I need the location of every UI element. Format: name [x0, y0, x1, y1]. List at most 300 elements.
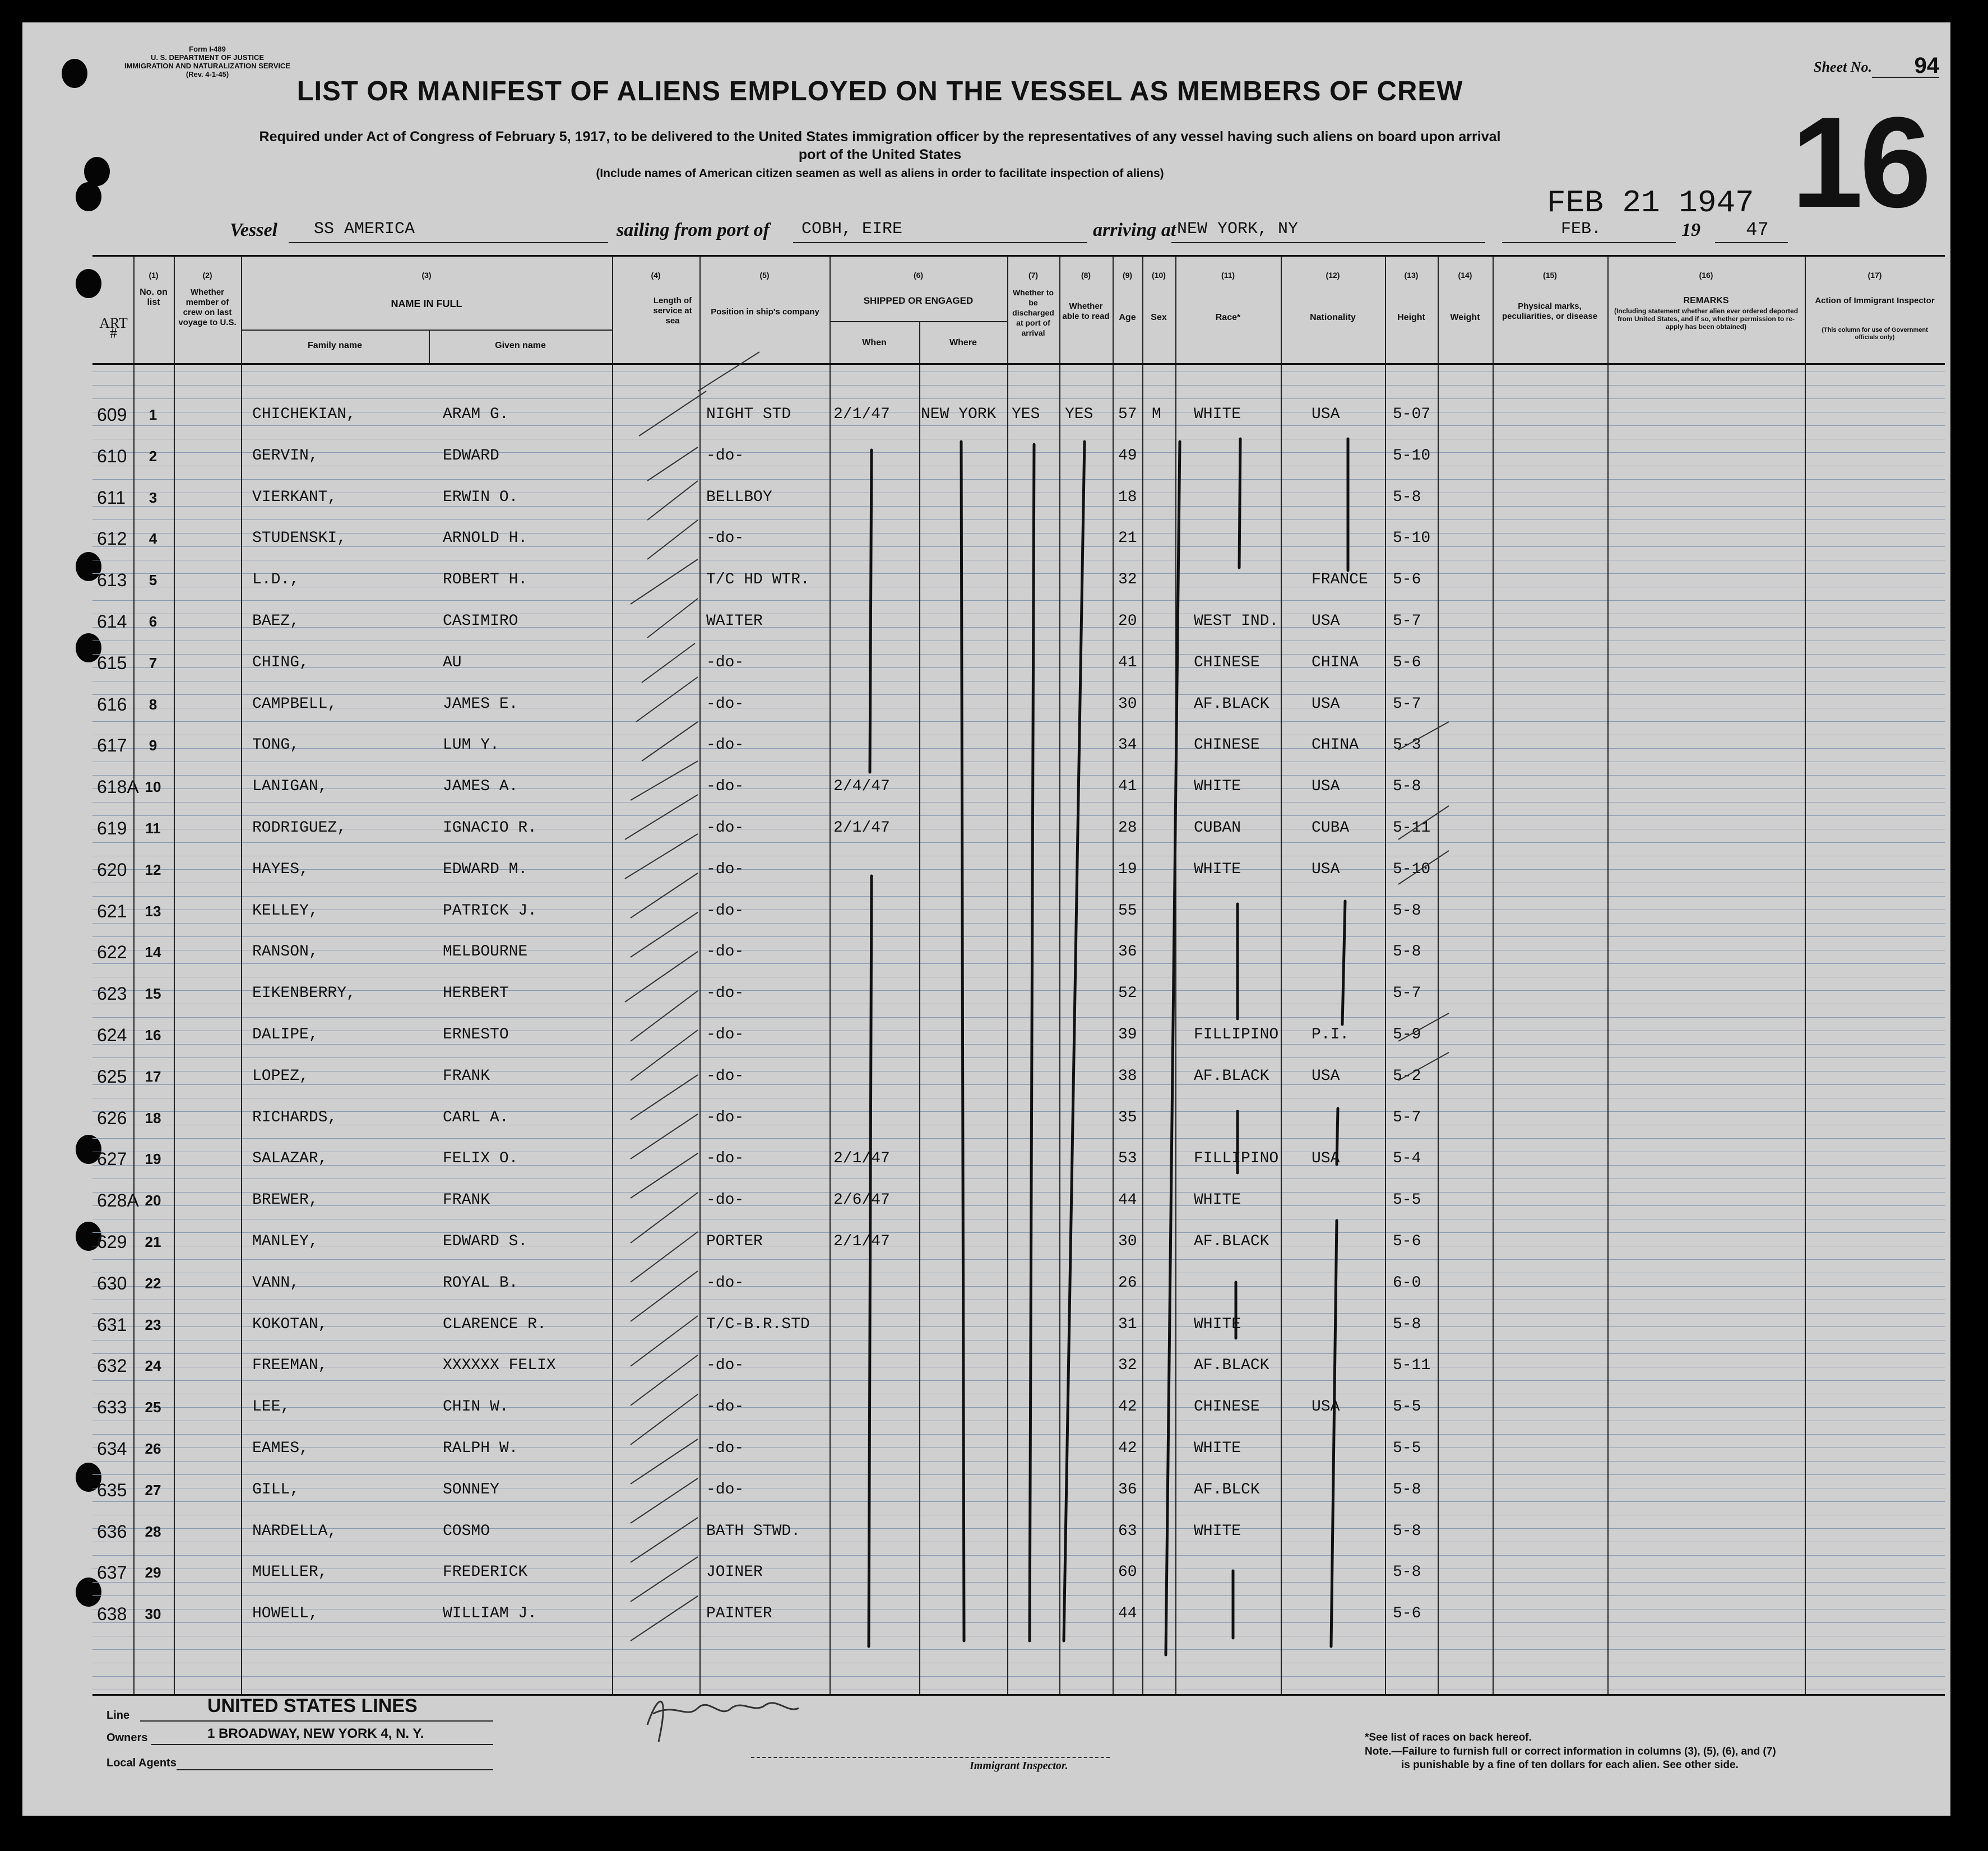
nationality: USA — [1312, 778, 1340, 795]
row-number: 23 — [145, 1316, 161, 1333]
col-discharged: Whether to be discharged at port of arrival — [1012, 288, 1054, 337]
given-name: FREDERICK — [443, 1564, 528, 1581]
given-name: FRANK — [443, 1191, 490, 1209]
given-name: PATRICK J. — [443, 902, 537, 920]
art: 617 — [97, 735, 127, 755]
large-page-number: 16 — [1791, 90, 1928, 234]
race: WHITE — [1194, 861, 1241, 878]
row-number: 11 — [145, 820, 161, 837]
position: -do- — [706, 1150, 744, 1167]
row-number: 8 — [149, 696, 157, 713]
underline — [289, 242, 608, 243]
family-name: RICHARDS, — [252, 1109, 337, 1126]
row-number: 5 — [149, 572, 157, 588]
height: 5-8 — [1393, 1564, 1421, 1581]
art: 631 — [97, 1315, 127, 1335]
row-number: 28 — [145, 1523, 161, 1540]
family-name: LOPEZ, — [252, 1068, 309, 1085]
height: 5-7 — [1393, 613, 1421, 630]
col-where: Where — [949, 338, 977, 347]
given-name: CARL A. — [443, 1109, 509, 1126]
row-number: 15 — [145, 985, 161, 1002]
underline — [151, 1744, 493, 1745]
punch-hole — [76, 182, 101, 211]
position: WAITER — [706, 613, 763, 630]
row-number: 14 — [145, 944, 161, 961]
row-number: 1 — [149, 406, 157, 423]
given-name: JAMES A. — [443, 778, 518, 795]
position: T/C HD WTR. — [706, 571, 810, 588]
art: 625 — [97, 1066, 127, 1087]
age: 52 — [1118, 985, 1137, 1002]
given-name: IGNACIO R. — [443, 819, 537, 837]
nationality: USA — [1312, 861, 1340, 878]
position: -do- — [706, 1026, 744, 1043]
col-sex: Sex — [1151, 313, 1167, 322]
year-prefix: 19 — [1681, 220, 1700, 240]
family-name: NARDELLA, — [252, 1523, 337, 1540]
height: 5-8 — [1393, 778, 1421, 795]
position: -do- — [706, 654, 744, 671]
subtitle-requirement: Required under Act of Congress of February 5, 1917, to be delivered to the United States immigration officer by the representatives of any vessel having such aliens on board upon arrival — [259, 129, 1501, 145]
age: 39 — [1118, 1026, 1137, 1043]
height: 5-07 — [1393, 406, 1431, 423]
col-number: (11) — [1221, 271, 1235, 280]
race: WHITE — [1194, 1523, 1241, 1540]
family-name: STUDENSKI, — [252, 530, 347, 547]
position: -do- — [706, 1274, 744, 1292]
height: 5-6 — [1393, 654, 1421, 671]
age: 53 — [1118, 1150, 1137, 1167]
page-title: LIST OR MANIFEST OF ALIENS EMPLOYED ON THE VESSEL AS MEMBERS OF CREW — [296, 76, 1463, 106]
family-name: RANSON, — [252, 943, 318, 961]
position: -do- — [706, 1191, 744, 1209]
row-number: 18 — [145, 1110, 161, 1126]
age: 63 — [1118, 1523, 1137, 1540]
height: 5-3 — [1393, 736, 1421, 754]
subtitle-instruction: (Include names of American citizen seamen as well as aliens in order to facilitate inspection of aliens) — [596, 167, 1164, 180]
position: -do- — [706, 819, 744, 837]
owners-label: Owners — [106, 1732, 148, 1744]
col-number: (13) — [1404, 271, 1419, 280]
arrival-year: 47 — [1746, 220, 1769, 241]
col-number: (7) — [1028, 271, 1039, 280]
height: 5-7 — [1393, 695, 1421, 713]
local-agents-label: Local Agents — [106, 1757, 177, 1769]
inspector-label: Immigrant Inspector. — [970, 1760, 1068, 1772]
row-number: 26 — [145, 1440, 161, 1457]
col-inspector-note: (This column for use of Government officials only) — [1822, 327, 1928, 341]
position: -do- — [706, 736, 744, 754]
sheet-number: 94 — [1914, 53, 1939, 78]
given-name: EDWARD S. — [443, 1233, 528, 1250]
given-name: AU — [443, 654, 462, 671]
col-number: (16) — [1699, 271, 1713, 280]
age: 34 — [1118, 736, 1137, 754]
art: 615 — [97, 653, 127, 673]
sailing-label: sailing from port of — [617, 220, 770, 240]
col-shipped-engaged: SHIPPED OR ENGAGED — [863, 295, 974, 306]
arrival-month: FEB. — [1561, 220, 1602, 239]
underline — [1502, 242, 1676, 243]
age: 31 — [1118, 1316, 1137, 1333]
height: 5-6 — [1393, 571, 1421, 588]
position: -do- — [706, 530, 744, 547]
art: 618A — [97, 777, 139, 797]
age: 41 — [1118, 778, 1137, 795]
col-number: (15) — [1543, 271, 1557, 280]
age: 30 — [1118, 695, 1137, 713]
nationality: CHINA — [1312, 654, 1359, 671]
height: 5-10 — [1393, 447, 1431, 465]
position: -do- — [706, 902, 744, 920]
sheet-number-label: Sheet No. — [1814, 59, 1872, 75]
nationality: USA — [1312, 1398, 1340, 1416]
col-number: (12) — [1326, 271, 1340, 280]
form-number: Form I-489 — [189, 45, 226, 53]
art: 627 — [97, 1149, 127, 1169]
col-physical-marks: Physical marks, peculiarities, or disease — [1502, 301, 1598, 321]
family-name: BREWER, — [252, 1191, 318, 1209]
line-label: Line — [106, 1709, 130, 1722]
height: 5-7 — [1393, 985, 1421, 1002]
height: 5-5 — [1393, 1440, 1421, 1457]
family-name: KELLEY, — [252, 902, 318, 920]
height: 5-8 — [1393, 902, 1421, 920]
race: CHINESE — [1194, 736, 1260, 754]
nationality: USA — [1312, 1068, 1340, 1085]
underline — [1171, 242, 1485, 243]
received-date-stamp: FEB 21 1947 — [1547, 185, 1754, 221]
shipped-when: 2/1/47 — [833, 1150, 890, 1167]
col-length-of-service: Length of service at sea — [653, 296, 692, 326]
age: 32 — [1118, 1357, 1137, 1374]
position: BELLBOY — [706, 489, 772, 506]
family-name: RODRIGUEZ, — [252, 819, 347, 837]
height: 5-10 — [1393, 530, 1431, 547]
position: -do- — [706, 1068, 744, 1085]
nationality: USA — [1312, 406, 1340, 423]
family-name: DALIPE, — [252, 1026, 318, 1043]
revision: (Rev. 4-1-45) — [186, 70, 229, 78]
position: NIGHT STD — [706, 406, 791, 423]
shipped-when: 2/4/47 — [833, 778, 890, 795]
art: 613 — [97, 570, 127, 590]
given-name: WILLIAM J. — [443, 1605, 537, 1622]
col-race: Race* — [1215, 313, 1241, 322]
art: 611 — [97, 488, 126, 508]
art: 610 — [97, 446, 127, 466]
owners-value: 1 BROADWAY, NEW YORK 4, N. Y. — [207, 1726, 424, 1741]
able-to-read: YES — [1065, 406, 1093, 423]
given-name: JAMES E. — [443, 695, 518, 713]
shipped-where: NEW YORK — [921, 406, 997, 423]
line-value: UNITED STATES LINES — [207, 1695, 418, 1717]
position: JOINER — [706, 1564, 763, 1581]
shipped-when: 2/1/47 — [833, 819, 890, 837]
inspector-signature-line — [751, 1757, 1110, 1758]
row-number: 19 — [145, 1151, 161, 1167]
given-name: ARAM G. — [443, 406, 509, 423]
given-name: COSMO — [443, 1523, 490, 1540]
col-position: Position in ship's company — [711, 307, 819, 317]
age: 42 — [1118, 1398, 1137, 1416]
race: FILLIPINO — [1194, 1150, 1279, 1167]
fine-note-1: Note.—Failure to furnish full or correct information in columns (3), (5), (6), and (7) — [1365, 1746, 1776, 1757]
inspector-signature — [647, 1701, 799, 1742]
race: CUBAN — [1194, 819, 1241, 837]
sailing-port: COBH, EIRE — [801, 220, 903, 239]
row-number: 16 — [145, 1027, 161, 1043]
col-number: (14) — [1458, 271, 1472, 280]
position: -do- — [706, 1109, 744, 1126]
arriving-port: NEW YORK, NY — [1177, 220, 1299, 239]
row-number: 17 — [145, 1068, 161, 1085]
age: 60 — [1118, 1564, 1137, 1581]
given-name: ROYAL B. — [443, 1274, 518, 1292]
family-name: L.D., — [252, 571, 300, 588]
age: 38 — [1118, 1068, 1137, 1085]
given-name: ROBERT H. — [443, 571, 528, 588]
row-number: 21 — [145, 1233, 161, 1250]
col-last-voyage: Whether member of crew on last voyage to U.S. — [178, 287, 237, 327]
height: 5-6 — [1393, 1233, 1421, 1250]
height: 5-8 — [1393, 489, 1421, 506]
col-inspector-action: Action of Immigrant Inspector — [1815, 296, 1935, 305]
col-able-to-read: Whether able to read — [1062, 301, 1110, 321]
race: WHITE — [1194, 778, 1241, 795]
age: 57 — [1118, 406, 1137, 423]
race: WHITE — [1194, 1191, 1241, 1209]
height: 5-8 — [1393, 943, 1421, 961]
art: 609 — [97, 405, 127, 425]
family-name: HAYES, — [252, 861, 309, 878]
sex: M — [1152, 406, 1161, 423]
race: FILLIPINO — [1194, 1026, 1279, 1043]
art: 628A — [97, 1190, 139, 1210]
race: AF.BLCK — [1194, 1481, 1260, 1499]
family-name: CAMPBELL, — [252, 695, 337, 713]
art: 621 — [97, 901, 127, 921]
position: PORTER — [706, 1233, 763, 1250]
row-number: 12 — [145, 861, 161, 878]
family-name: EAMES, — [252, 1440, 309, 1457]
races-note: *See list of races on back hereof. — [1365, 1732, 1532, 1743]
age: 21 — [1118, 530, 1137, 547]
art: 614 — [97, 611, 127, 632]
height: 5-10 — [1393, 861, 1431, 878]
row-number: 6 — [149, 613, 157, 630]
age: 32 — [1118, 571, 1137, 588]
art: 616 — [97, 694, 127, 715]
height: 5-11 — [1393, 1357, 1431, 1374]
given-name: EDWARD M. — [443, 861, 528, 878]
row-number: 9 — [149, 737, 157, 754]
shipped-when: 2/6/47 — [833, 1191, 890, 1209]
given-name: HERBERT — [443, 985, 509, 1002]
race: WHITE — [1194, 406, 1241, 423]
family-name: MUELLER, — [252, 1564, 328, 1581]
position: -do- — [706, 695, 744, 713]
height: 5-7 — [1393, 1109, 1421, 1126]
col-height: Height — [1397, 313, 1425, 322]
col-number: (4) — [651, 271, 661, 280]
family-name: EIKENBERRY, — [252, 985, 356, 1002]
given-name: LUM Y. — [443, 736, 499, 754]
col-number: (3) — [421, 271, 432, 280]
given-name: FELIX O. — [443, 1150, 518, 1167]
shipped-when: 2/1/47 — [833, 1233, 890, 1250]
nationality: USA — [1312, 695, 1340, 713]
col-number: (1) — [149, 271, 159, 280]
crew-table — [92, 255, 1945, 1696]
height: 5-8 — [1393, 1316, 1421, 1333]
col-remarks-note: (Including statement whether alien ever ordered deported from United States, and if so, whether permission to re-apply has been obtained) — [1614, 307, 1799, 331]
row-number: 13 — [145, 903, 161, 920]
row-number: 29 — [145, 1564, 161, 1581]
age: 41 — [1118, 654, 1137, 671]
row-number: 25 — [145, 1399, 161, 1416]
row-number: 27 — [145, 1482, 161, 1499]
art: 635 — [97, 1480, 127, 1500]
given-name: ERWIN O. — [443, 489, 518, 506]
family-name: KOKOTAN, — [252, 1316, 328, 1333]
row-number: 22 — [145, 1275, 161, 1292]
family-name: BAEZ, — [252, 613, 300, 630]
form-info — [118, 45, 297, 78]
col-when: When — [862, 338, 887, 347]
col-number: (8) — [1081, 271, 1091, 280]
art-header: ART # — [99, 315, 128, 341]
row-number: 24 — [145, 1357, 161, 1374]
underline — [140, 1720, 493, 1722]
age: 30 — [1118, 1233, 1137, 1250]
position: -do- — [706, 447, 744, 465]
race: WEST IND. — [1194, 613, 1279, 630]
row-number: 4 — [149, 530, 157, 547]
col-number: (2) — [202, 271, 212, 280]
given-name: SONNEY — [443, 1481, 499, 1499]
given-name: CASIMIRO — [443, 613, 518, 630]
position: -do- — [706, 1357, 744, 1374]
col-number: (6) — [913, 271, 924, 280]
ditto-marks — [92, 257, 1945, 1694]
col-no-on-list: No. on list — [140, 287, 168, 307]
family-name: LEE, — [252, 1398, 290, 1416]
family-name: VIERKANT, — [252, 489, 337, 506]
position: -do- — [706, 861, 744, 878]
position: -do- — [706, 1481, 744, 1499]
vessel-label: Vessel — [230, 220, 277, 240]
art: 620 — [97, 860, 127, 880]
race: AF.BLACK — [1194, 695, 1269, 713]
height: 5-2 — [1393, 1068, 1421, 1085]
col-number: (10) — [1152, 271, 1166, 280]
family-name: CHING, — [252, 654, 309, 671]
col-nationality: Nationality — [1310, 313, 1356, 322]
col-given-name: Given name — [495, 341, 546, 350]
family-name: LANIGAN, — [252, 778, 328, 795]
art: 612 — [97, 528, 127, 549]
service: IMMIGRATION AND NATURALIZATION SERVICE — [124, 62, 291, 70]
age: 35 — [1118, 1109, 1137, 1126]
family-name: FREEMAN, — [252, 1357, 328, 1374]
col-family-name: Family name — [308, 341, 362, 350]
race: WHITE — [1194, 1316, 1241, 1333]
underline — [177, 1769, 493, 1770]
age: 18 — [1118, 489, 1137, 506]
family-name: GERVIN, — [252, 447, 318, 465]
given-name: FRANK — [443, 1068, 490, 1085]
col-weight: Weight — [1450, 313, 1480, 322]
family-name: SALAZAR, — [252, 1150, 328, 1167]
age: 42 — [1118, 1440, 1137, 1457]
position: -do- — [706, 943, 744, 961]
row-number: 10 — [145, 778, 161, 795]
age: 44 — [1118, 1605, 1137, 1622]
height: 5-5 — [1393, 1191, 1421, 1209]
col-number: (5) — [759, 271, 770, 280]
given-name: ERNESTO — [443, 1026, 509, 1043]
underline — [1715, 242, 1788, 243]
given-name: CHIN W. — [443, 1398, 509, 1416]
age: 26 — [1118, 1274, 1137, 1292]
nationality: FRANCE — [1312, 571, 1368, 588]
art: 624 — [97, 1025, 127, 1045]
height: 5-8 — [1393, 1523, 1421, 1540]
vessel-name: SS AMERICA — [314, 220, 415, 239]
fine-note-2: is punishable by a fine of ten dollars for each alien. See other side. — [1401, 1759, 1739, 1771]
nationality: USA — [1312, 1150, 1340, 1167]
family-name: HOWELL, — [252, 1605, 318, 1622]
height: 5-5 — [1393, 1398, 1421, 1416]
art: 619 — [97, 818, 127, 838]
height: 6-0 — [1393, 1274, 1421, 1292]
age: 44 — [1118, 1191, 1137, 1209]
underline — [793, 242, 1087, 243]
art: 636 — [97, 1521, 127, 1542]
art: 632 — [97, 1356, 127, 1376]
age: 19 — [1118, 861, 1137, 878]
race: CHINESE — [1194, 654, 1260, 671]
race: CHINESE — [1194, 1398, 1260, 1416]
height: 5-11 — [1393, 819, 1431, 837]
manifest-sheet — [22, 22, 1950, 1816]
given-name: XXXXXX FELIX — [443, 1357, 556, 1374]
subtitle-port: port of the United States — [798, 147, 962, 163]
given-name: EDWARD — [443, 447, 499, 465]
col-number: (17) — [1867, 271, 1882, 280]
age: 28 — [1118, 819, 1137, 837]
art: 630 — [97, 1273, 127, 1293]
row-number: 30 — [145, 1606, 161, 1622]
given-name: CLARENCE R. — [443, 1316, 546, 1333]
nationality: CUBA — [1312, 819, 1350, 837]
height: 5-6 — [1393, 1605, 1421, 1622]
age: 55 — [1118, 902, 1137, 920]
age: 20 — [1118, 613, 1137, 630]
age: 36 — [1118, 943, 1137, 961]
family-name: GILL, — [252, 1481, 300, 1499]
col-number: (9) — [1122, 271, 1133, 280]
col-name-in-full: NAME IN FULL — [391, 298, 462, 309]
art: 634 — [97, 1439, 127, 1459]
family-name: CHICHEKIAN, — [252, 406, 356, 423]
art: 638 — [97, 1604, 127, 1624]
height: 5-4 — [1393, 1150, 1421, 1167]
art: 629 — [97, 1232, 127, 1252]
position: -do- — [706, 1440, 744, 1457]
